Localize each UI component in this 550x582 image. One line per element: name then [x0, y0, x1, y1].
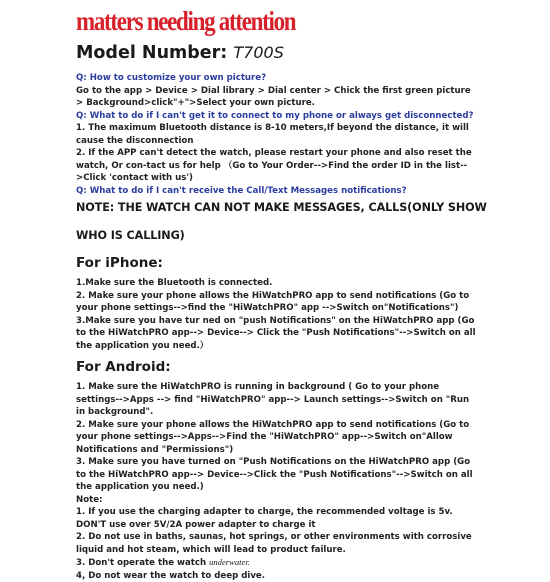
note-item-italic: underwater.	[209, 557, 250, 567]
model-label: Model Number:	[76, 43, 227, 63]
iphone-step: 2. Make sure your phone allows the HiWatchPRO app to send notifications (Go to your phone settings-->find the "HiWatchPRO" app -->Switch on"Notifications")	[76, 290, 476, 315]
note-label: Note:	[76, 494, 476, 507]
faq-question: Q: What to do if I can't get it to connect to my phone or always get disconnected?	[76, 110, 476, 123]
note-item	[76, 556, 476, 570]
android-heading: For Android:	[76, 358, 476, 376]
android-step: 3. Make sure you have turned on "Push Notifications on the HiWatchPRO app (Go to the HiWatchPRO app--> Device-->Click the "Push Notifications"-->Switch on all the application you need.)	[76, 456, 476, 494]
warning-line: NOTE: THE WATCH CAN NOT MAKE MESSAGES, CALLS(ONLY SHOW	[76, 200, 476, 216]
faq-question: Q: What to do if I can't receive the Call/Text Messages notifications?	[76, 185, 476, 198]
faq-answer: 2. If the APP can't detect the watch, please restart your phone and also reset the watch, Or con-tact us for help （Go to Your Order-->Find the order ID in the list-->Click 'contact with us')	[76, 147, 476, 185]
page-title: matters needing attention	[76, 6, 416, 36]
model-value: T700S	[233, 43, 283, 62]
faq-answer: Go to the app > Device > Dial library > Dial center > Chick the first green picture > Background>click"+">Select your own picture.	[76, 85, 476, 110]
warning-line: WHO IS CALLING)	[76, 228, 476, 244]
note-item: 2. Do not use in baths, saunas, hot springs, or other environments with corrosive liquid and hot steam, which will lead to product failure.	[76, 531, 476, 556]
note-item: 4, Do not wear the watch to deep dive.	[76, 570, 476, 582]
android-step: 2. Make sure your phone allows the HiWatchPRO app to send notifications (Go to your phone settings-->Apps-->Find the "HiWatchPRO" app-->Switch on"Allow Notifications and "Permissions")	[76, 419, 476, 457]
iphone-heading: For iPhone:	[76, 254, 476, 272]
faq-question: Q: How to customize your own picture?	[76, 72, 476, 85]
iphone-step: 3.Make sure you have tur ned on "push Notifications" on the HiWatchPRO app (Go to the HiWatchPRO app--> Device--> Click the "Push Notifications"-->Switch on all the application you need.）	[76, 315, 476, 353]
model-number	[76, 42, 476, 64]
note-item-text: 3. Don't operate the watch	[76, 558, 209, 568]
instruction-sheet	[76, 6, 476, 582]
android-step: 1. Make sure the HiWatchPRO is running in background ( Go to your phone settings-->Apps --> find "HiWatchPRO" app--> Launch settings-->Switch on "Run in background".	[76, 381, 476, 419]
iphone-step: 1.Make sure the Bluetooth is connected.	[76, 277, 476, 290]
faq-answer: 1. The maximum Bluetooth distance is 8-10 meters,If beyond the distance, it will cause the disconnection	[76, 122, 476, 147]
note-item: 1. If you use the charging adapter to charge, the recommended voltage is 5v. DON'T use over 5V/2A power adapter to charge it	[76, 506, 476, 531]
